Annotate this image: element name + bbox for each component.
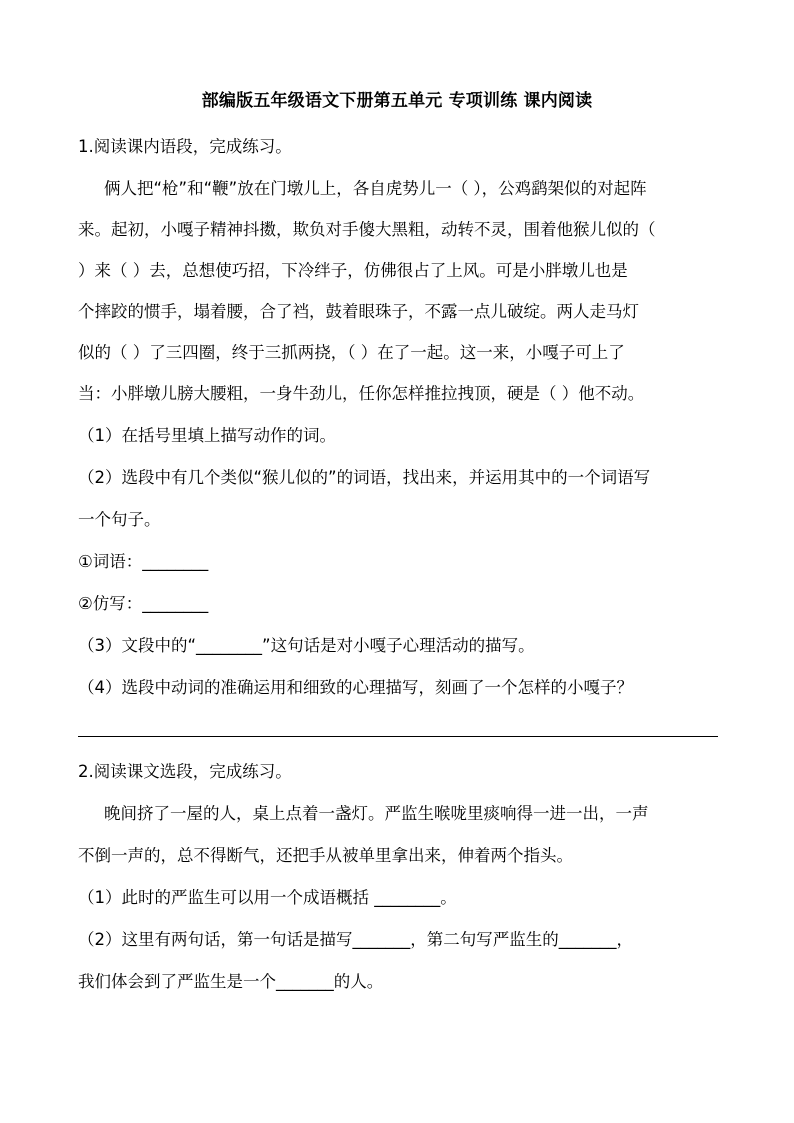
q1-passage-line-6: 当：小胖墩儿膀大腰粗，一身牛劲儿，任你怎样推拉拽顶，硬是（ ）他不动。 [78,384,645,403]
q1-answer-line [78,736,718,737]
q2-passage-line-1: 晚间挤了一屋的人，桌上点着一盏灯。严监生喉咙里痰响得一进一出，一声 [104,804,649,823]
q1-passage-line-3: ）来（ ）去，总想使巧招，下冷绊子，仿佛很占了上风。可是小胖墩儿也是 [78,261,628,280]
q1-sub1: （1）在括号里填上描写动作的词。 [78,426,336,445]
q1-passage-line-1: 俩人把“枪”和“鞭”放在门墩儿上，各自虎势儿一（ ），公鸡鹞架似的对起阵 [104,179,647,198]
q1-sub2-line-2: 一个句子。 [78,510,161,529]
q1-sub2-line-1: （2）选段中有几个类似“猴儿似的”的词语，找出来，并运用其中的一个词语写 [78,468,651,487]
q1-sub2-word-blank: ①词语：________ [78,552,209,571]
q2-sub1: （1）此时的严监生可以用一个成语概括 ________。 [78,888,457,907]
q2-heading: 2.阅读课文选段，完成练习。 [78,762,292,781]
q1-sub3: （3）文段中的“________”这句话是对小嘎子心理活动的描写。 [78,636,535,655]
q1-passage-line-5: 似的（ ）了三四圈，终于三抓两挠，（ ）在了一起。这一来，小嘎子可上了 [78,343,625,362]
q2-sub2-line-2: 我们体会到了严监生是一个_______的人。 [78,972,384,991]
q1-sub4: （4）选段中动词的准确运用和细致的心理描写，刻画了一个怎样的小嘎子？ [78,678,633,697]
q2-passage-line-2: 不倒一声的，总不得断气，还把手从被单里拿出来，伸着两个指头。 [78,846,573,865]
q1-passage-line-4: 个摔跤的惯手，塌着腰，合了裆，鼓着眼珠子，不露一点儿破绽。两人走马灯 [78,302,639,321]
q1-passage-line-2: 来。起初，小嘎子精神抖擞，欺负对手傻大黑粗，动转不灵，围着他猴儿似的（ [78,220,656,239]
q1-sub2-sentence-blank: ②仿写：________ [78,594,209,613]
q2-sub2-line-1: （2）这里有两句话，第一句话是描写_______，第二句写严监生的_______， [78,930,633,949]
q1-heading: 1.阅读课内语段，完成练习。 [78,137,292,156]
page-title: 部编版五年级语文下册第五单元 专项训练 课内阅读 [201,91,593,111]
